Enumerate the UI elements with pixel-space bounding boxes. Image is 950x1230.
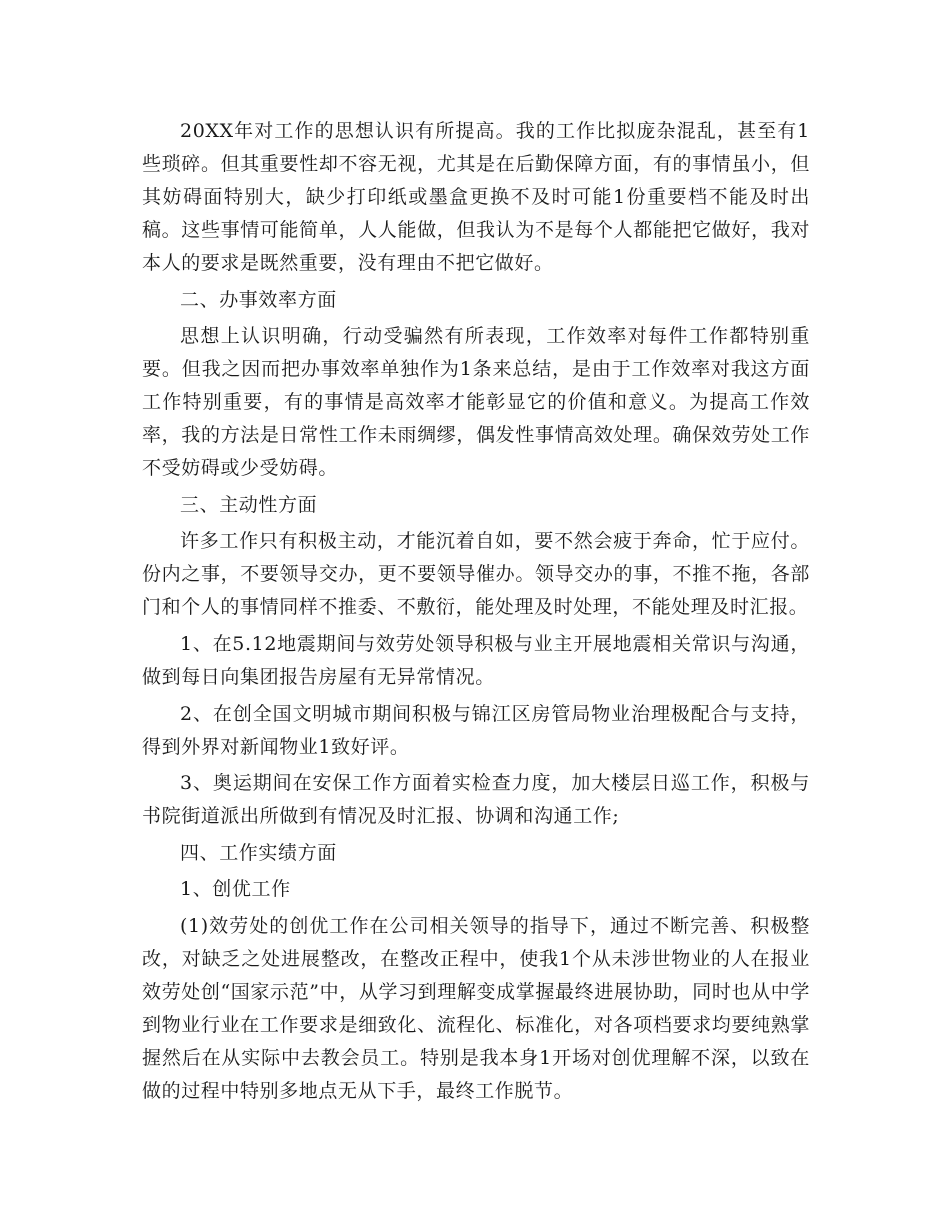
paragraph-thinking-awareness: 20XX年对工作的思想认识有所提高。我的工作比拟庞杂混乱，甚至有1些琐碎。但其重要性却不容无视，尤其是在后勤保障方面，有的事情虽小，但其妨碍面特别大，缺少打印纸或墨盒更换不及时可能1份重要档不能及时出稿。这些事情可能简单，人人能做，但我认为不是每个人都能把它做好，我对本人的要求是既然重要，没有理由不把它做好。 <box>142 120 810 274</box>
subheading-excellence-work: 1、创优工作 <box>180 878 291 901</box>
list-item-civilized-city: 2、在创全国文明城市期间积极与锦江区房管局物业治理极配合与支持，得到外界对新闻物业1致好评。 <box>142 702 810 758</box>
heading-achievements: 四、工作实绩方面 <box>180 841 337 864</box>
list-item-earthquake: 1、在5.12地震期间与效劳处领导积极与业主开展地震相关常识与沟通，做到每日向集团报告房屋有无异常情况。 <box>142 632 810 688</box>
paragraph-initiative: 许多工作只有积极主动，才能沉着自如，要不然会疲于奔命，忙于应付。份内之事，不要领导交办，更不要领导催办。领导交办的事，不推不拖，各部门和个人的事情同样不推委、不敷衍，能处理及时处理，不能处理及时汇报。 <box>142 530 810 619</box>
document-body <box>142 115 810 1112</box>
heading-initiative: 三、主动性方面 <box>180 493 318 516</box>
list-item-olympics: 3、奥运期间在安保工作方面着实检查力度，加大楼层日巡工作，积极与书院街道派出所做到有情况及时汇报、协调和沟通工作; <box>142 772 810 828</box>
paragraph-efficiency: 思想上认识明确，行动受骗然有所表现，工作效率对每件工作都特别重要。但我之因而把办事效率单独作为1条来总结，是由于工作效率对我这方面工作特别重要，有的事情是高效率才能彰显它的价值和意义。为提高工作效率，我的方法是日常性工作未雨绸缪，偶发性事情高效处理。确保效劳处工作不受妨碍或少受妨碍。 <box>142 325 810 480</box>
heading-efficiency: 二、办事效率方面 <box>180 288 337 311</box>
paragraph-excellence-work: (1)效劳处的创优工作在公司相关领导的指导下，通过不断完善、积极整改，对缺乏之处进展整改，在整改正程中，使我1个从未涉世物业的人在报业效劳处创“国家示范”中，从学习到理解变成掌握最终进展协助，同时也从中学到物业行业在工作要求是细致化、流程化、标准化，对各项档要求均要纯熟掌握然后在从实际中去教会员工。特别是我本身1开场对创优理解不深，以致在做的过程中特别多地点无从下手，最终工作脱节。 <box>142 914 810 1102</box>
